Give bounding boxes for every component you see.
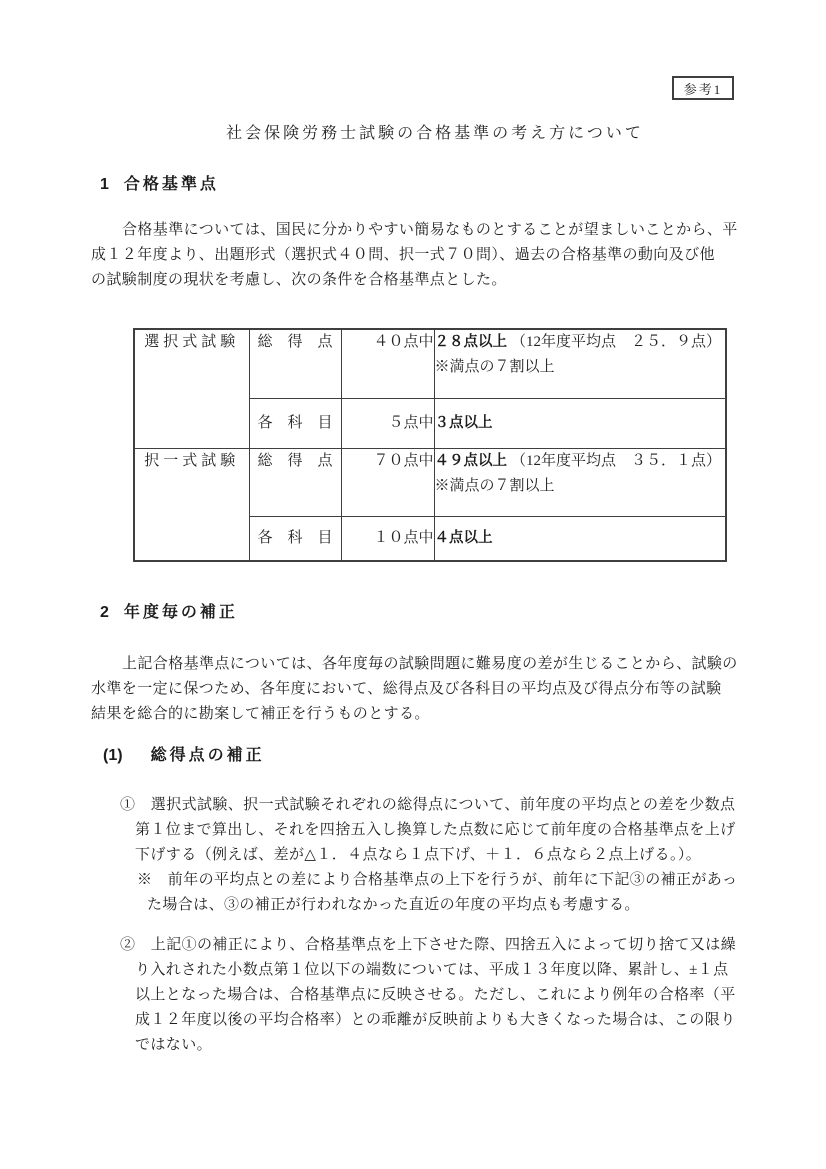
- paragraph-line: 合格基準については、国民に分かりやすい簡易なものとすることが望ましいことから、平: [122, 222, 738, 238]
- item-1-note-line: た場合は、③の補正が行われなかった直近の年度の平均点も考慮する。: [147, 897, 640, 913]
- reference-number-label: 参考1: [683, 81, 723, 97]
- section-1-number: 1: [100, 176, 109, 193]
- item-2: [91, 933, 736, 1058]
- score-category-cell: 総 得 点: [249, 448, 341, 516]
- subsection-1-label: 総得点の補正: [150, 747, 265, 764]
- subsection-1-heading: [103, 743, 265, 768]
- table-row: [134, 448, 726, 516]
- page-title: 社会保険労務士試験の合格基準の考え方について: [226, 125, 644, 142]
- criterion-percent-note: ※満点の７割以上: [434, 359, 555, 375]
- paragraph-line: 上記合格基準点については、各年度毎の試験問題に難易度の差が生じることから、試験の: [122, 656, 738, 672]
- section-2-heading: [100, 600, 238, 625]
- item-1-line: 第１位まで算出し、それを四捨五入し換算した点数に応じて前年度の合格基準点を上げ: [135, 822, 736, 838]
- item-2-line: 以上となった場合は、合格基準点に反映させる。ただし、これにより例年の合格率（平: [135, 987, 736, 1003]
- score-category-cell: 各 科 目: [249, 398, 341, 448]
- section-2-number: 2: [100, 604, 109, 621]
- paragraph-line: 結果を総合的に勘案して補正を行うものとする。: [91, 706, 430, 722]
- criterion-cell: [434, 516, 726, 561]
- criterion-line: [435, 330, 726, 355]
- criterion-line: [435, 449, 726, 474]
- item-2-line: 成１２年度以後の平均合格率）との乖離が反映前よりも大きくなった場合は、この限り: [135, 1012, 736, 1028]
- criterion-cell: [434, 448, 726, 516]
- criterion-value: ４点以上: [434, 529, 493, 546]
- intro-paragraph: [91, 218, 738, 293]
- criterion-average-note: （12年度平均点 ２５．９点）: [511, 334, 722, 350]
- score-category-cell: 総 得 点: [249, 329, 341, 398]
- criterion-cell: [434, 329, 726, 398]
- reference-number-box: [672, 76, 734, 100]
- max-score-cell: ４０点中: [341, 329, 434, 398]
- item-2-line: ② 上記①の補正により、合格基準点を上下させた際、四捨五入によって切り捨て又は繰: [120, 937, 737, 953]
- item-1-note: [91, 868, 737, 918]
- criterion-value: ２８点以上: [434, 334, 507, 350]
- criterion-value: ４９点以上: [434, 452, 507, 469]
- exam-type-cell-sentaku: 選択式試験: [134, 329, 249, 448]
- exam-type-cell-takuitsu: 択一式試験: [134, 448, 249, 561]
- item-1-line: ① 選択式試験、択一式試験それぞれの総得点について、前年度の平均点との差を少数点: [120, 797, 736, 813]
- paragraph-line: 成１２年度より、出題形式（選択式４０問、択一式７０問）、過去の合格基準の動向及び他: [91, 247, 715, 263]
- criterion-cell: [434, 398, 726, 448]
- section-2-paragraph: [91, 652, 738, 727]
- criteria-table: [133, 328, 727, 562]
- score-category-cell: 各 科 目: [249, 516, 341, 561]
- max-score-cell: ５点中: [341, 398, 434, 448]
- criterion-average-note: （12年度平均点 ３５．１点）: [511, 452, 722, 469]
- item-1: [91, 793, 736, 868]
- criterion-value: ３点以上: [434, 414, 493, 431]
- criterion-percent-note: ※満点の７割以上: [434, 477, 555, 494]
- subsection-1-number: (1): [103, 747, 123, 764]
- table-row: [134, 329, 726, 398]
- paragraph-line: 水準を一定に保つため、各年度において、総得点及び各科目の平均点及び得点分布等の試験: [91, 681, 722, 697]
- section-1-heading: [100, 172, 219, 197]
- section-1-label: 合格基準点: [123, 176, 219, 193]
- max-score-cell: ７０点中: [341, 448, 434, 516]
- paragraph-line: の試験制度の現状を考慮し、次の条件を合格基準点とした。: [91, 272, 507, 288]
- item-1-note-line: ※ 前年の平均点との差により合格基準点の上下を行うが、前年に下記③の補正があっ: [137, 872, 738, 888]
- section-2-label: 年度毎の補正: [123, 604, 238, 621]
- item-2-line: ではない。: [135, 1037, 213, 1053]
- max-score-cell: １０点中: [341, 516, 434, 561]
- item-2-line: り入れされた小数点第１位以下の端数については、平成１３年度以降、累計し、±１点: [135, 962, 729, 978]
- item-1-line: 下げする（例えば、差が△１．４点なら１点下げ、＋１．６点なら２点上げる。）。: [135, 847, 702, 863]
